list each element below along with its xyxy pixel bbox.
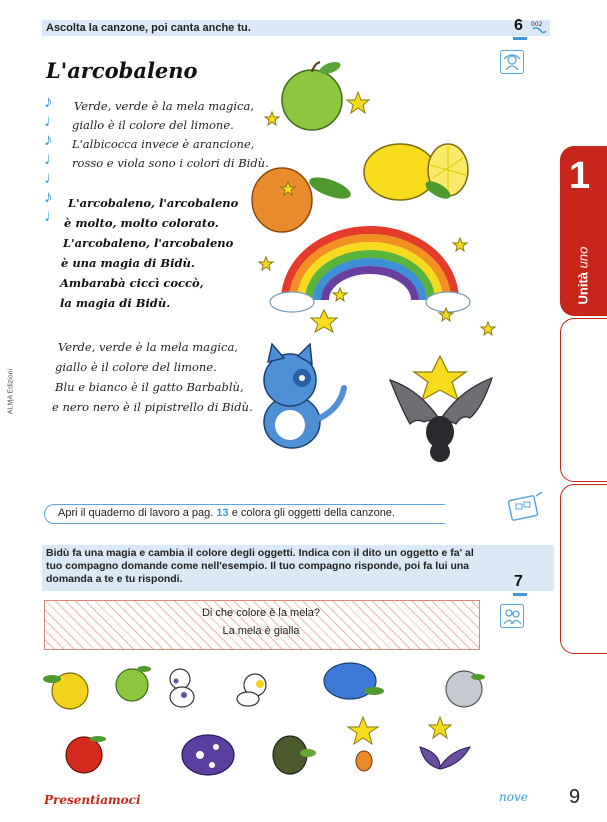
lyric-line: rosso e viola sono i colori di Bidù. bbox=[72, 156, 269, 170]
star-with-bat-icon bbox=[348, 717, 378, 771]
publisher-side-label: ALMA Edizioni bbox=[7, 368, 15, 415]
blue-cat-icon bbox=[264, 344, 344, 448]
lyric-line: Ambarabà ciccì coccò, bbox=[60, 276, 204, 290]
exercise7-objects bbox=[40, 655, 510, 785]
music-note-icon: ♪ bbox=[44, 187, 53, 206]
unit-tab-number: 1 bbox=[569, 155, 591, 197]
red-apple-icon bbox=[66, 736, 106, 773]
song-title: L'arcobaleno bbox=[46, 58, 198, 83]
bat-with-star-icon bbox=[390, 356, 492, 462]
music-notes-decoration bbox=[44, 92, 61, 242]
purple-bat-icon bbox=[420, 717, 470, 769]
lyric-line: è molto, molto colorato. bbox=[64, 216, 219, 230]
lyric-line: Verde, verde è la mela magica, bbox=[58, 340, 238, 354]
music-note-icon: ♩ bbox=[44, 111, 61, 130]
pair-work-icon bbox=[500, 604, 524, 628]
footer-page-word: nove bbox=[499, 790, 528, 804]
music-note-icon: ♪ bbox=[44, 92, 53, 111]
track-number: 002 bbox=[531, 21, 543, 28]
exercise-number-underline bbox=[513, 37, 527, 40]
spotted-cat-icon bbox=[170, 669, 194, 707]
lemon-icon bbox=[364, 144, 468, 202]
song-illustrations bbox=[240, 60, 505, 470]
green-apple-icon bbox=[116, 666, 151, 701]
unit-tab-2[interactable] bbox=[560, 318, 607, 482]
workbook-page-ref: 13 bbox=[216, 507, 229, 519]
music-note-icon: ♩ bbox=[44, 149, 61, 168]
verse-2 bbox=[52, 337, 253, 417]
lyric-line: Verde, verde è la mela magica, bbox=[74, 99, 254, 113]
rainbow-icon bbox=[270, 230, 470, 312]
unit-tab-label: Unità uno bbox=[575, 246, 591, 305]
lyric-line: L'arcobaleno, l'arcobaleno bbox=[68, 196, 239, 210]
lyric-line: L'arcobaleno, l'arcobaleno bbox=[63, 236, 234, 250]
lyric-line: è una magia di Bidù. bbox=[61, 256, 195, 270]
lyric-line: e nero nero è il pipistrello di Bidù. bbox=[52, 400, 253, 414]
example-question: Di che colore è la mela? bbox=[201, 607, 320, 619]
workbook-instruction: Apri il quaderno di lavoro a pag. 13 e colora gli oggetti della canzone. bbox=[58, 507, 395, 519]
green-lemon-icon bbox=[273, 736, 316, 774]
music-note-icon: ♪ bbox=[44, 130, 53, 149]
music-note-icon: ♩ bbox=[44, 206, 61, 225]
footer-page-number: 9 bbox=[569, 786, 581, 808]
lyric-line: Blu e bianco è il gatto Barbablù, bbox=[55, 380, 244, 394]
lyric-line: giallo è il colore del limone. bbox=[72, 118, 234, 132]
footer-section-title: Presentiamoci bbox=[44, 793, 141, 807]
example-answer: La mela è gialla bbox=[222, 625, 300, 637]
workbook-icon bbox=[506, 492, 544, 522]
cd-track-icon bbox=[530, 19, 548, 37]
lyric-line: la magia di Bidù. bbox=[60, 296, 171, 310]
music-note-icon: ♩ bbox=[44, 168, 61, 187]
apricot-icon bbox=[252, 168, 353, 232]
lyric-line: giallo è il colore del limone. bbox=[55, 360, 217, 374]
exercise7-instruction: Bidù fa una magia e cambia il colore degli oggetti. Indica con il dito un oggetto e fa' al tuo compagno domande come nell'esempio. Il tuo compagno risponde, poi fa lui una domanda a te e tu rispondi. bbox=[46, 547, 474, 586]
grey-apple-icon bbox=[446, 671, 485, 707]
verse-1 bbox=[68, 97, 269, 173]
exercise7-number-underline bbox=[513, 593, 527, 596]
exercise7-number: 7 bbox=[514, 573, 523, 590]
instruction-text: Ascolta la canzone, poi canta anche tu. bbox=[46, 22, 251, 34]
purple-cat-icon bbox=[182, 735, 234, 775]
white-cat-icon bbox=[237, 674, 266, 706]
green-apple-icon bbox=[282, 60, 342, 130]
unit-tab-3[interactable] bbox=[560, 484, 607, 654]
unit-tab-active[interactable] bbox=[560, 146, 607, 316]
exercise-number: 6 bbox=[514, 17, 523, 34]
blue-lemon-icon bbox=[324, 663, 384, 699]
yellow-apple-icon bbox=[43, 673, 88, 709]
lyric-line: L'albicocca invece è arancione, bbox=[72, 137, 255, 151]
chorus bbox=[60, 193, 238, 313]
